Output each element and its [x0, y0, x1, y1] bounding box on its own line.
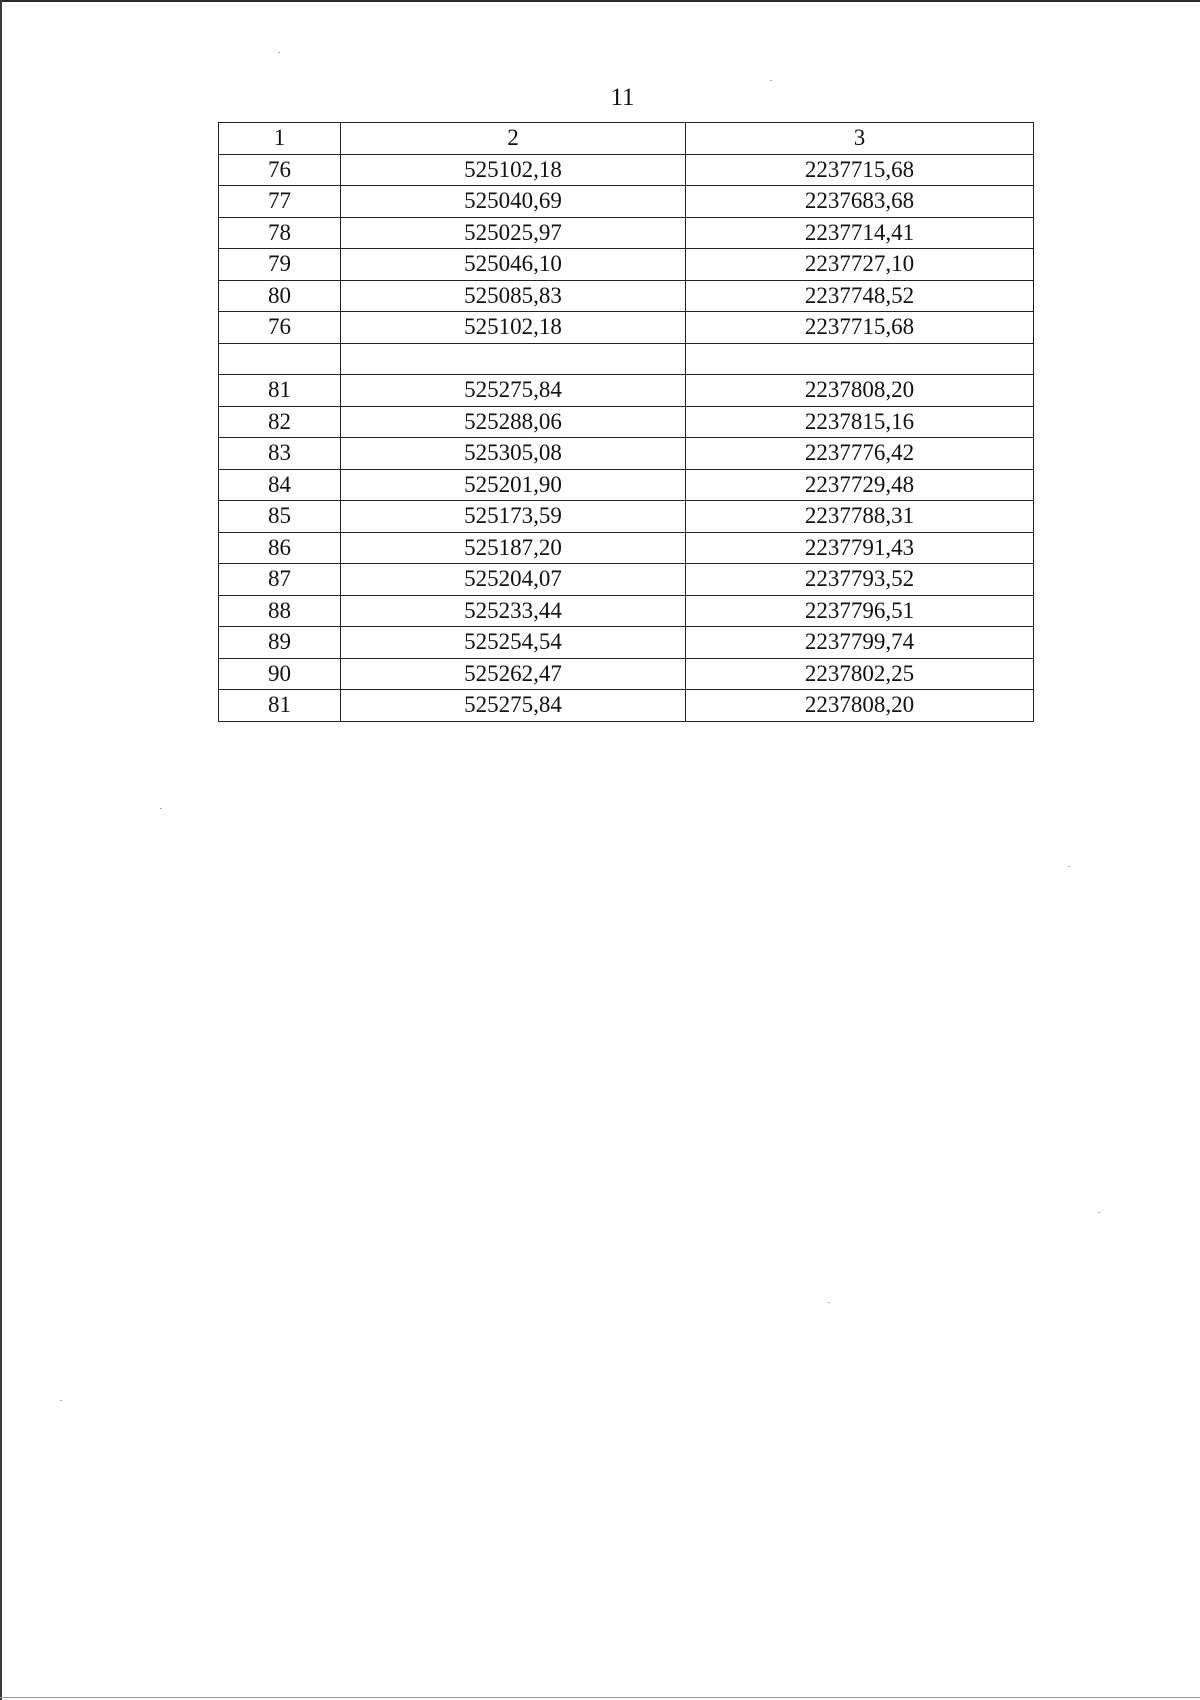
x-coordinate-cell: 525288,06	[341, 406, 686, 438]
x-coordinate-cell: 525201,90	[341, 469, 686, 501]
point-number-cell: 82	[219, 406, 341, 438]
table-row	[219, 217, 1034, 249]
y-coordinate-cell: 2237729,48	[686, 469, 1034, 501]
table-row	[219, 249, 1034, 281]
table-row	[219, 312, 1034, 344]
y-coordinate-cell: 2237714,41	[686, 217, 1034, 249]
y-coordinate-cell: 2237727,10	[686, 249, 1034, 281]
x-coordinate-cell: 525025,97	[341, 217, 686, 249]
y-coordinate-cell: 2237802,25	[686, 658, 1034, 690]
point-number-cell: 84	[219, 469, 341, 501]
point-number-cell: 90	[219, 658, 341, 690]
table-row	[219, 564, 1034, 596]
point-number-cell: 81	[219, 375, 341, 407]
y-coordinate-cell: 2237748,52	[686, 280, 1034, 312]
table-row	[219, 595, 1034, 627]
table-row	[219, 532, 1034, 564]
x-coordinate-cell: 525102,18	[341, 154, 686, 186]
scan-speck	[1068, 866, 1070, 867]
table-row	[219, 469, 1034, 501]
point-number-cell: 76	[219, 154, 341, 186]
scan-speck	[60, 1400, 62, 1401]
x-coordinate-cell: 525233,44	[341, 595, 686, 627]
y-coordinate-cell: 2237815,16	[686, 406, 1034, 438]
y-coordinate-cell: 2237715,68	[686, 154, 1034, 186]
y-coordinate-cell: 2237683,68	[686, 186, 1034, 218]
point-number-cell: 87	[219, 564, 341, 596]
point-number-cell: 80	[219, 280, 341, 312]
y-coordinate-cell: 2237799,74	[686, 627, 1034, 659]
x-coordinate-cell: 525040,69	[341, 186, 686, 218]
y-coordinate-cell: 2237788,31	[686, 501, 1034, 533]
scan-speck	[770, 80, 772, 81]
table-row	[219, 280, 1034, 312]
y-coordinate-cell: 2237776,42	[686, 438, 1034, 470]
point-number-cell: 86	[219, 532, 341, 564]
table-row	[219, 406, 1034, 438]
y-coordinate-cell: 2237796,51	[686, 595, 1034, 627]
y-coordinate-cell: 2237793,52	[686, 564, 1034, 596]
x-coordinate-cell: 525254,54	[341, 627, 686, 659]
coordinates-table	[218, 122, 1034, 722]
x-coordinate-cell	[341, 343, 686, 375]
x-coordinate-cell: 525187,20	[341, 532, 686, 564]
header-cell-y: 3	[686, 123, 1034, 155]
x-coordinate-cell: 525275,84	[341, 375, 686, 407]
y-coordinate-cell	[686, 343, 1034, 375]
x-coordinate-cell: 525085,83	[341, 280, 686, 312]
x-coordinate-cell: 525046,10	[341, 249, 686, 281]
point-number-cell: 83	[219, 438, 341, 470]
x-coordinate-cell: 525262,47	[341, 658, 686, 690]
table-row	[219, 438, 1034, 470]
point-number-cell	[219, 343, 341, 375]
x-coordinate-cell: 525305,08	[341, 438, 686, 470]
y-coordinate-cell: 2237808,20	[686, 690, 1034, 722]
table-row	[219, 375, 1034, 407]
point-number-cell: 81	[219, 690, 341, 722]
table-row	[219, 501, 1034, 533]
scan-edge-top	[0, 0, 1200, 2]
table-row	[219, 690, 1034, 722]
x-coordinate-cell: 525102,18	[341, 312, 686, 344]
point-number-cell: 76	[219, 312, 341, 344]
point-number-cell: 88	[219, 595, 341, 627]
scan-speck	[828, 1302, 830, 1303]
header-cell-point-number: 1	[219, 123, 341, 155]
scan-speck	[278, 52, 280, 53]
table-row	[219, 658, 1034, 690]
header-cell-x: 2	[341, 123, 686, 155]
scan-speck	[1098, 1212, 1100, 1213]
y-coordinate-cell: 2237715,68	[686, 312, 1034, 344]
point-number-cell: 77	[219, 186, 341, 218]
table-row	[219, 186, 1034, 218]
page-number: 11	[610, 84, 635, 111]
y-coordinate-cell: 2237791,43	[686, 532, 1034, 564]
table-header-row	[219, 123, 1034, 155]
point-number-cell: 78	[219, 217, 341, 249]
x-coordinate-cell: 525173,59	[341, 501, 686, 533]
table-row	[219, 154, 1034, 186]
point-number-cell: 85	[219, 501, 341, 533]
y-coordinate-cell: 2237808,20	[686, 375, 1034, 407]
x-coordinate-cell: 525275,84	[341, 690, 686, 722]
point-number-cell: 89	[219, 627, 341, 659]
x-coordinate-cell: 525204,07	[341, 564, 686, 596]
table-row-separator	[219, 343, 1034, 375]
point-number-cell: 79	[219, 249, 341, 281]
scan-edge-bottom	[0, 1697, 1200, 1698]
scan-edge-left	[0, 0, 2, 1700]
scan-speck	[160, 808, 162, 809]
table-row	[219, 627, 1034, 659]
